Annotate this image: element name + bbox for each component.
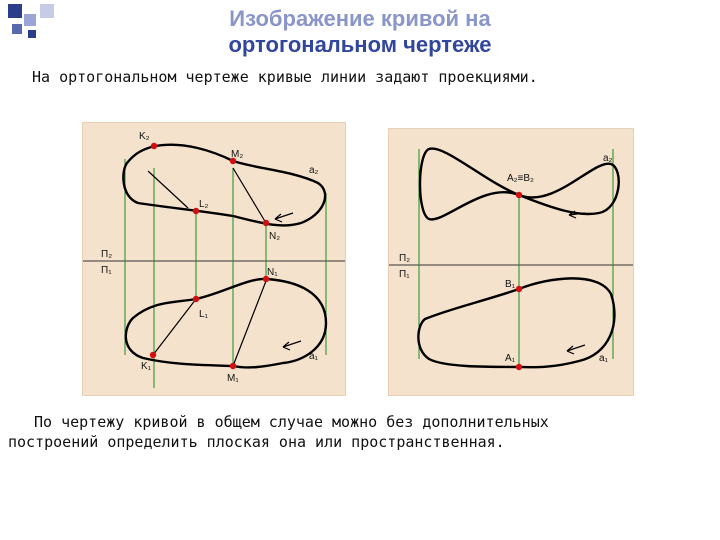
label-n2: N₂ (269, 231, 281, 242)
conclusion-line-2: построений определить плоская она или пространственная. (8, 433, 505, 451)
decorative-squares (0, 0, 60, 40)
point-k1 (150, 352, 156, 358)
conclusion-text (8, 412, 658, 452)
slide-title (150, 6, 570, 58)
point-k2 (151, 143, 157, 149)
point-l1 (193, 296, 199, 302)
label-pi1: П₁ (101, 265, 112, 276)
label-m1: M₁ (227, 373, 239, 384)
label-k1: K₁ (141, 361, 152, 372)
curve-horizontal-projection (418, 278, 614, 367)
title-line-2: ортогональном чертеже (228, 32, 492, 57)
drawing-plane-curve-svg (389, 129, 633, 395)
label-m2: M₂ (231, 149, 244, 160)
intro-text: На ортогональном чертеже кривые линии задают проекциями. (32, 68, 538, 86)
label-a2: a₂ (603, 153, 613, 164)
label-pi1: П₁ (399, 269, 410, 280)
label-l1: L₁ (199, 309, 208, 320)
label-b1: B₁ (505, 279, 516, 290)
title-line-1: Изображение кривой на (229, 6, 491, 31)
label-k2: K₂ (139, 131, 150, 142)
chord-k1-l1 (153, 299, 196, 355)
drawing-spatial-curve-svg (83, 123, 345, 395)
point-b1 (516, 286, 522, 292)
point-a1 (516, 364, 522, 370)
point-m1 (230, 363, 236, 369)
label-a1: a₁ (309, 351, 318, 362)
chord-m1-n1 (233, 281, 266, 366)
label-a1: a₁ (599, 353, 608, 364)
label-n1: N₁ (267, 267, 278, 278)
label-pi2: П₂ (399, 253, 411, 264)
drawing-plane-curve (388, 128, 634, 396)
label-pi2: П₂ (101, 249, 113, 260)
chord-m2-n2 (233, 168, 266, 223)
label-a2: a₂ (309, 165, 319, 176)
point-a2-b2 (516, 192, 522, 198)
point-n2 (263, 220, 269, 226)
drawing-spatial-curve (82, 122, 346, 396)
conclusion-line-1: По чертежу кривой в общем случае можно без дополнительных (34, 413, 549, 431)
label-l2: L₂ (199, 199, 209, 210)
label-a1-point: A₁ (505, 353, 516, 364)
label-a2-b2: A₂≡B₂ (507, 173, 534, 184)
